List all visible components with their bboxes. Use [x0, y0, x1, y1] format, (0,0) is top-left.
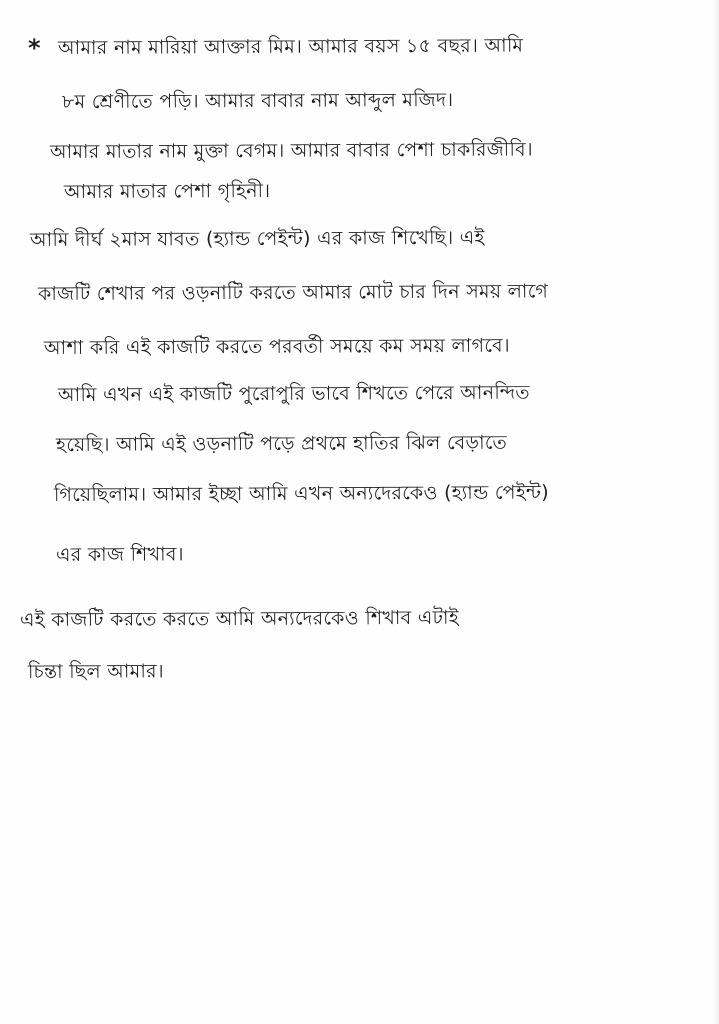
text-line: এর কাজ শিখাব। [55, 543, 184, 566]
text-line: কাজটি শেখার পর ওড়নাটি করতে আমার মোট চার দিন সময় লাগে [37, 280, 549, 305]
text-line: আমি এখন এই কাজটি পুরোপুরি ভাবে শিখতে পেরে আনন্দিত [57, 381, 530, 406]
text-line: এই কাজটি করতে করতে আমি অন্যদেরকেও শিখাব এটাই [19, 606, 460, 631]
text-line: আমার মাতার পেশা গৃহিনী। [63, 179, 271, 203]
text-line: গিয়েছিলাম। আমার ইচ্ছা আমি এখন অন্যদেরকেও (হ্যান্ড পেইন্ট) [53, 481, 550, 506]
text-line: হয়েছি। আমি এই ওড়নাটি পড়ে প্রথমে হাতির ঝিল বেড়াতে [55, 431, 508, 456]
text-line: আশা করি এই কাজটি করতে পরবর্তী সময়ে কম সময় লাগবে। [43, 334, 510, 359]
text-line: চিন্তা ছিল আমার। [27, 660, 165, 683]
text-line: আমি দীর্ঘ ২মাস যাবত (হ্যান্ড পেইন্ট) এর কাজ শিখেছি। এই [29, 226, 485, 251]
text-line: ৮ম শ্রেণীতে পড়ি। আমার বাবার নাম আব্দুল মজিদ। [61, 88, 454, 113]
page-edge-shadow [713, 0, 719, 1024]
text-line: আমার নাম মারিয়া আক্তার মিম। আমার বয়স ১৫ বছর। আমি [57, 34, 524, 59]
text-line: আমার মাতার নাম মুক্তা বেগম। আমার বাবার পেশা চাকরিজীবি। [49, 138, 533, 163]
asterisk-bullet: * [28, 34, 41, 62]
